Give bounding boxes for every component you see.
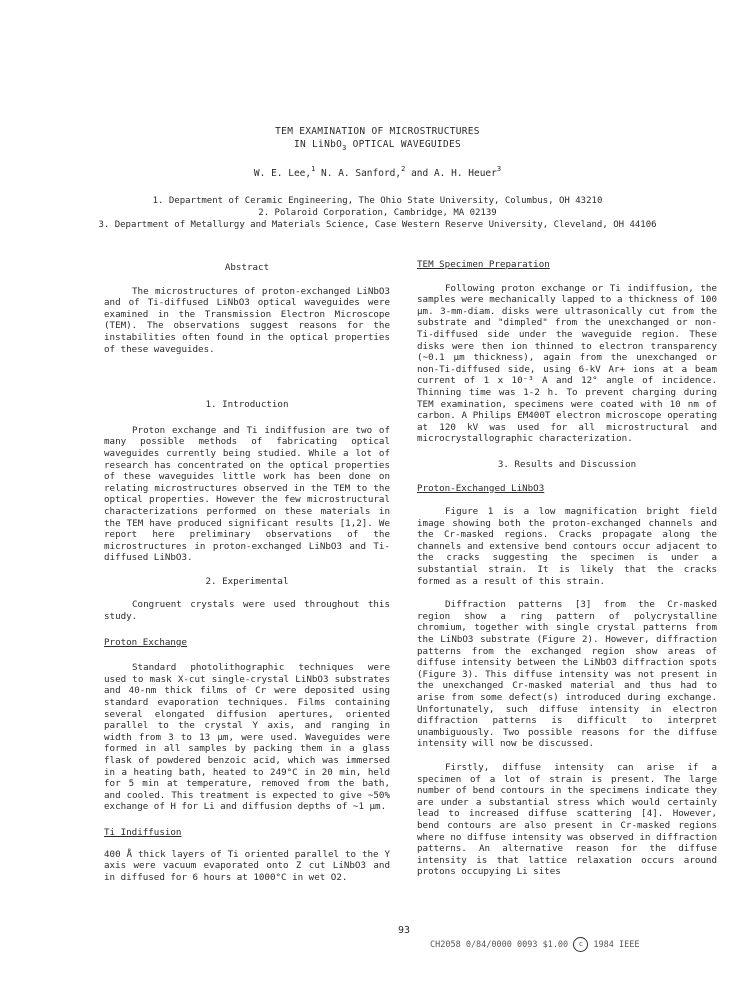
proton-exchange-text: Standard photolithographic techniques were used to mask X-cut single-crystal LiNbO3 substrates and 40-nm thick films of Cr were deposited using standard evaporation techniques. Films containing several elongated diffusion apertures, oriented parallel to the crystal Y axis, and ranging in width from 3 to 13 μm, were used. Waveguides were formed in all samples by packing them in a glass flask of powdered benzoic acid, which was immersed in a heating bath, heated to 249°C in 20 min, held for 5 min at temperature, removed from the bath, and cooled. This treatment is expected to give ~50% exchange of H for Li and diffusion depths of ~1 μm.	[104, 662, 390, 813]
affiliation: 2. Polaroid Corporation, Cambridge, MA 02139	[258, 208, 497, 218]
abstract-heading: Abstract	[224, 262, 270, 273]
right-column	[417, 259, 717, 878]
paper-title-line2: IN LiNbO$_3$ OPTICAL WAVEGUIDES	[293, 139, 462, 152]
tem-preparation-heading: TEM Specimen Preparation	[417, 259, 550, 270]
introduction-heading: 1. Introduction	[205, 399, 289, 411]
results-paragraph-1: Figure 1 is a low magnification bright field image showing both the proton-exchanged channels and the Cr-masked regions. Cracks propagate along the channels and extensive bend contours occur adjacent to the cracks suggesting the specimen is under a substantial strain. It is likely that the cracks formed as a result of this strain.	[417, 506, 717, 587]
tem-preparation-text: Following proton exchange or Ti indiffusion, the samples were mechanically lapped to a thickness of 100 μm. 3-mm-diam. disks were ultrasonically cut from the substrate and "dimpled" from the unexchanged or non-Ti-diffused side under the waveguide region. These disks were then ion thinned to electron transparency (~0.1 μm thickness), again from the unexchanged or non-Ti-diffused side, using 6-kV Ar+ ions at a beam current of 1 x 10⁻³ A and 12° angle of incidence. Thinning time was 1-2 h. To prevent charging during TEM examination, specimens were coated with 10 nm of carbon. A Philips EM400T electron microscope operating at 120 kV was used for all microstructural and microcrystallographic characterization.	[417, 282, 717, 445]
results-heading: 3. Results and Discussion	[497, 458, 637, 470]
affiliation: 3. Department of Metallurgy and Materials Science, Case Western Reserve University, Cleveland, OH 44106	[98, 220, 657, 230]
publication-code: CH2058 0/84/0000 0093 $1.00	[430, 940, 569, 950]
copyright-year: 1984 IEEE	[593, 940, 640, 950]
copyright-line	[430, 937, 639, 952]
left-column	[104, 262, 390, 883]
author: and A. H. Heuer	[405, 168, 497, 179]
ti-indiffusion-heading: Ti Indiffusion	[104, 826, 182, 838]
experimental-heading: 2. Experimental	[205, 575, 289, 587]
results-paragraph-3: Firstly, diffuse intensity can arise if a specimen of a lot of strain is present. The large number of bend contours in the specimens indicate they are under a substantial stress which would certainly lead to increased diffuse scattering [4]. However, bend contours are also present in Cr-masked regions where no diffuse intensity was observed in diffraction patterns. An alternative reason for the diffuse intensity is that lattice relaxation occurs around protons occupying Li sites	[417, 761, 717, 878]
experimental-text: Congruent crystals were used throughout this study.	[104, 599, 390, 623]
author: W. E. Lee,	[253, 168, 312, 179]
author-list: W. E. Lee,$^1$ N. A. Sanford,$^2$ and A. H. Heuer$^3$	[253, 165, 502, 179]
author: N. A. Sanford,	[315, 168, 402, 179]
affiliation: 1. Department of Ceramic Engineering, The Ohio State University, Columbus, OH 43210	[152, 196, 603, 206]
copyright-icon: c	[573, 937, 588, 952]
paper-title-line1: TEM EXAMINATION OF MICROSTRUCTURES	[275, 126, 480, 137]
results-paragraph-2: Diffraction patterns [3] from the Cr-masked region show a ring pattern of polycrystalline chromium, together with single crystal patterns from the LiNbO3 substrate (Figure 2). However, diffraction patterns from the exchanged region show areas of diffuse intensity between the LiNbO3 diffraction spots (Figure 3). This diffuse intensity was not present in the unexchanged Cr-masked material and thus had to arise from some defect(s) introduced during exchange. Unfortunately, such diffuse intensity in electron diffraction patterns is difficult to interpret unambiguously. Two possible reasons for the diffuse intensity will now be discussed.	[417, 599, 717, 750]
page-number: 93	[398, 925, 411, 936]
proton-exchange-heading: Proton Exchange	[104, 636, 187, 648]
introduction-text: Proton exchange and Ti indiffusion are two of many possible methods of fabricating optical waveguides currently being studied. While a lot of research has concentrated on the optical properties of these waveguides little work has been done on relating microstructures observed in the TEM to the optical properties. However the few microstructural characterizations performed on these materials in the TEM have produced significant results [1,2]. We report here preliminary observations of the microstructures in proton-exchanged LiNbO3 and Ti-diffused LiNbO3.	[104, 424, 390, 564]
ti-indiffusion-text: 400 Å thick layers of Ti oriented parallel to the Y axis were vacuum evaporated onto Z cut LiNbO3 and in diffused for 6 hours at 1000°C in wet O2.	[104, 848, 390, 883]
abstract-text: The microstructures of proton-exchanged LiNbO3 and of Ti-diffused LiNbO3 optical waveguides were examined in the Transmission Electron Microscope (TEM). The observations suggest reasons for the instabilities often found in the optical properties of these waveguides.	[104, 285, 390, 355]
proton-exchanged-heading: Proton-Exchanged LiNbO3	[417, 482, 545, 494]
